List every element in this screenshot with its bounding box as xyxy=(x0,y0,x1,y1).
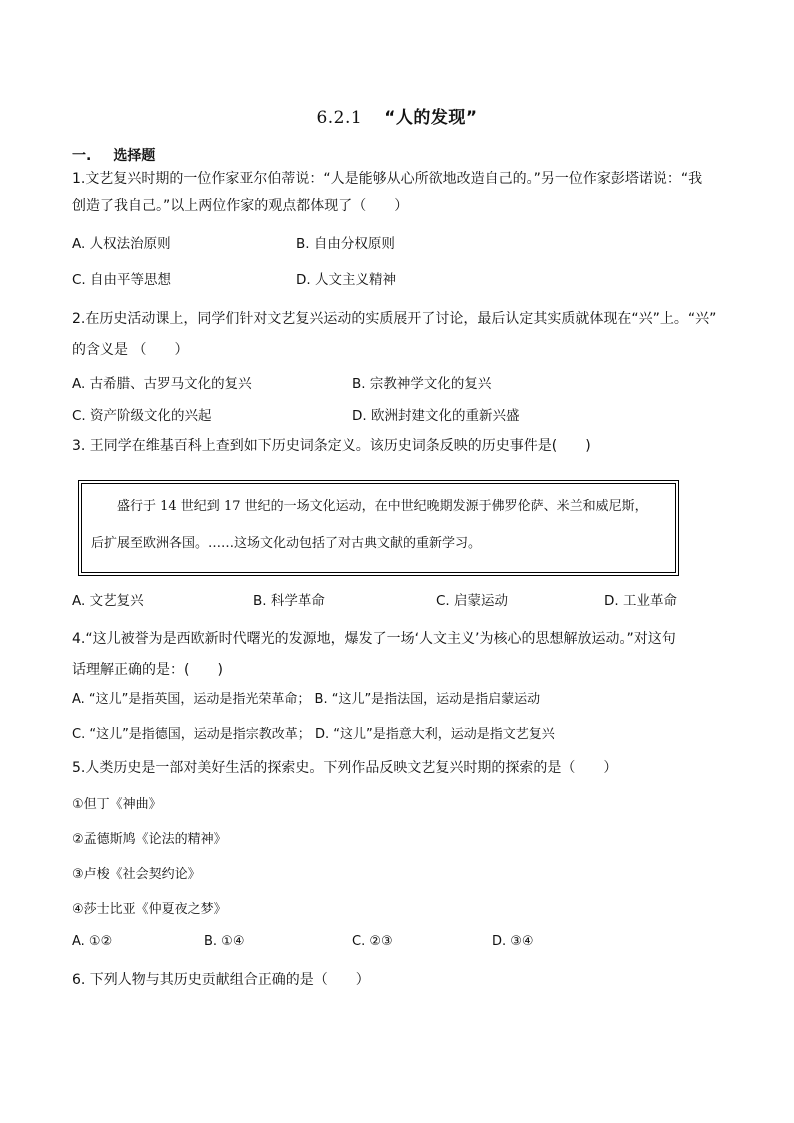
q1-option-a: A. 人权法治原则 xyxy=(72,236,171,252)
lesson-title: “人的发现” xyxy=(384,108,478,128)
q2-option-a: A. 古希腊、古罗马文化的复兴 xyxy=(72,376,252,392)
q2-option-c: C. 资产阶级文化的兴起 xyxy=(72,408,212,424)
q5-item-1: ①但丁《神曲》 xyxy=(72,797,162,812)
q3-option-a: A. 文艺复兴 xyxy=(72,593,144,609)
q5-item-2: ②孟德斯鸠《论法的精神》 xyxy=(72,832,227,847)
q5-stem: 5.人类历史是一部对美好生活的探索史。下列作品反映文艺复兴时期的探索的是（ ） xyxy=(72,760,618,776)
q4-stem-line2: 话理解正确的是：( ) xyxy=(72,662,223,678)
q5-item-3: ③卢梭《社会契约论》 xyxy=(72,867,201,882)
section-marker: 一. xyxy=(72,148,92,164)
section-heading xyxy=(72,145,155,165)
q1-stem-line2: 创造了我自己。”以上两位作家的观点都体现了（ ） xyxy=(72,198,409,214)
q2-option-b: B. 宗教神学文化的复兴 xyxy=(352,376,492,392)
q4-options-cd: C. “这儿”是指德国，运动是指宗教改革； D. “这儿”是指意大利，运动是指文艺复兴 xyxy=(72,727,555,742)
q3-stem: 3. 王同学在维基百科上查到如下历史词条定义。该历史词条反映的历史事件是( ) xyxy=(72,438,591,454)
excerpt-line2: 后扩展至欧洲各国。……这场文化动包括了对古典文献的重新学习。 xyxy=(91,536,482,551)
definition-excerpt-box xyxy=(78,480,679,576)
q1-option-c: C. 自由平等思想 xyxy=(72,272,172,288)
q4-options-ab: A. “这儿”是指英国，运动是指光荣革命； B. “这儿”是指法国，运动是指启蒙运动 xyxy=(72,692,541,707)
q2-stem-line1: 2.在历史活动课上，同学们针对文艺复兴运动的实质展开了讨论，最后认定其实质就体现在“兴”上。“兴” xyxy=(72,311,717,327)
q5-option-d: D. ③④ xyxy=(492,934,534,949)
q6-stem: 6. 下列人物与其历史贡献组合正确的是（ ） xyxy=(72,972,370,988)
q1-stem-line1: 1.文艺复兴时期的一位作家亚尔伯蒂说：“人是能够从心所欲地改造自己的。”另一位作家彭塔诺说：“我 xyxy=(72,171,703,187)
q5-option-b: B. ①④ xyxy=(204,934,245,949)
excerpt-line1: 盛行于 14 世纪到 17 世纪的一场文化运动，在中世纪晚期发源于佛罗伦萨、米兰和威尼斯， xyxy=(117,499,648,514)
section-label: 选择题 xyxy=(113,148,156,164)
lesson-number: 6.2.1 xyxy=(316,108,363,128)
q2-option-d: D. 欧洲封建文化的重新兴盛 xyxy=(352,408,520,424)
q3-option-c: C. 启蒙运动 xyxy=(436,593,509,609)
q5-item-4: ④莎士比亚《仲夏夜之梦》 xyxy=(72,902,227,917)
q1-option-d: D. 人文主义精神 xyxy=(296,272,396,288)
q2-stem-line2: 的含义是 （ ） xyxy=(72,342,189,358)
q3-option-d: D. 工业革命 xyxy=(604,593,677,609)
q5-option-a: A. ①② xyxy=(72,934,113,949)
q5-option-c: C. ②③ xyxy=(352,934,393,949)
q1-option-b: B. 自由分权原则 xyxy=(296,236,395,252)
q3-option-b: B. 科学革命 xyxy=(253,593,325,609)
q4-stem-line1: 4.“这儿被誉为是西欧新时代曙光的发源地，爆发了一场‘人文主义’为核心的思想解放运动。”对这句 xyxy=(72,631,676,647)
page-title xyxy=(0,103,794,128)
